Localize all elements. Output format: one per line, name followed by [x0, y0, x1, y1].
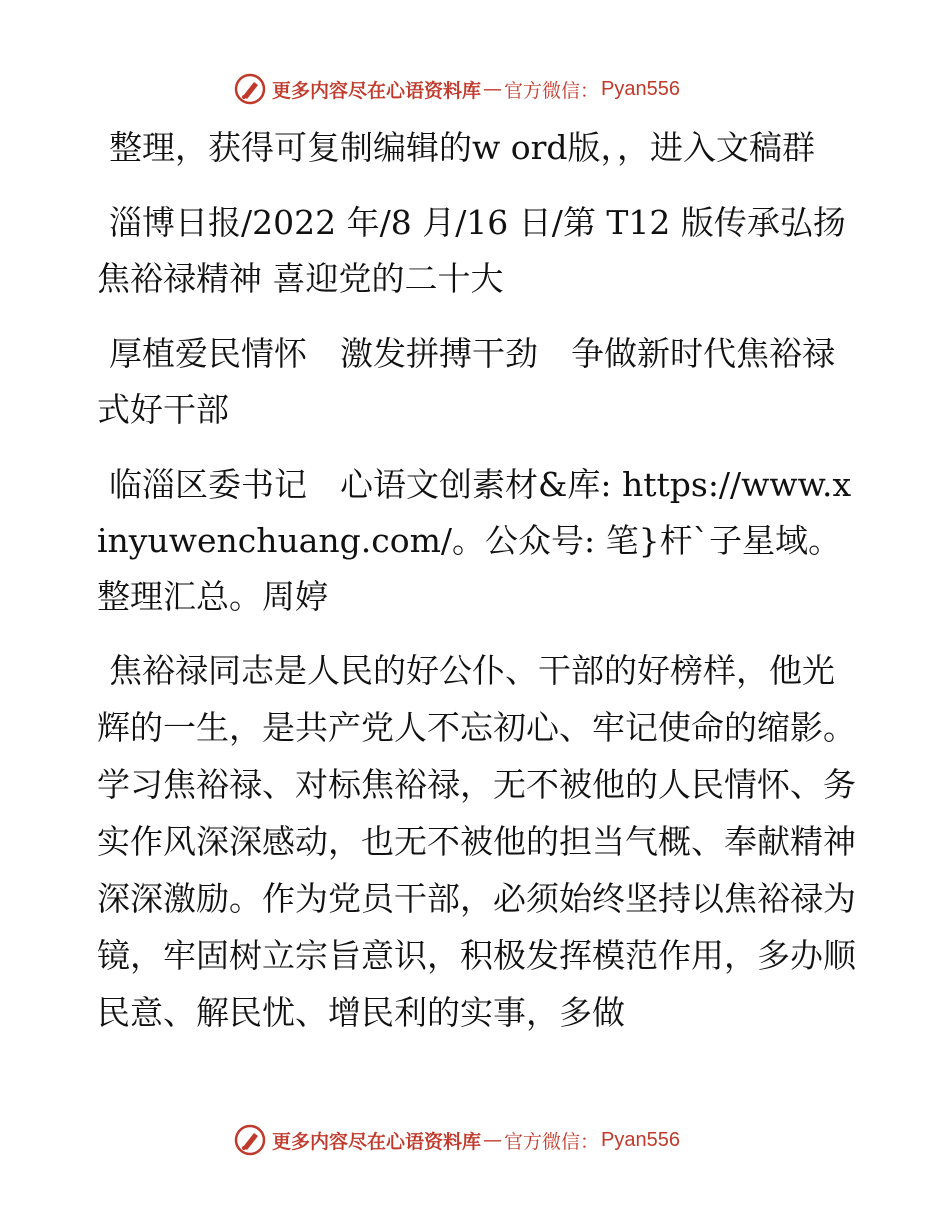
header-banner	[234, 72, 680, 106]
footer-handle-label: 官方微信：	[504, 1130, 600, 1153]
header-handle: Pyan556	[601, 77, 680, 100]
pen-logo-icon	[234, 1124, 266, 1156]
paragraph-byline: 临淄区委书记 心语文创素材&库: https://www.xinyuwenchuang.com/。公众号: 笔}杆`子星域。整理汇总。周婷	[97, 465, 852, 616]
paragraph-body: 焦裕禄同志是人民的好公仆、干部的好榜样，他光辉的一生，是共产党人不忘初心、牢记使命的缩影。学习焦裕禄、对标焦裕禄，无不被他的人民情怀、务实作风深深感动，也无不被他的担当气概、奉献精神深深激励。作为党员干部，必须始终坚持以焦裕禄为镜，牢固树立宗旨意识，积极发挥模范作用，多办顺民意、解民忧、增民利的实事，多做	[97, 651, 856, 1032]
footer-banner	[234, 1123, 680, 1157]
footer-separator: —	[483, 1129, 503, 1151]
paragraph-source: 淄博日报/2022 年/8 月/16 日/第 T12 版传承弘扬焦裕禄精神 喜迎党的二十大	[97, 203, 846, 298]
pen-logo-icon	[234, 73, 266, 105]
footer-slogan: 更多内容尽在心语资料库	[272, 1130, 482, 1153]
document-body	[97, 120, 857, 1060]
paragraph-title: 厚植爱民情怀 激发拼搏干劲 争做新时代焦裕禄式好干部	[97, 334, 835, 429]
header-handle-label: 官方微信：	[504, 79, 600, 102]
header-separator: —	[483, 78, 503, 100]
header-slogan: 更多内容尽在心语资料库	[272, 79, 482, 102]
footer-handle: Pyan556	[601, 1128, 680, 1151]
paragraph-intro: 整理，获得可复制编辑的w ord版，，进入文稿群	[109, 128, 816, 167]
